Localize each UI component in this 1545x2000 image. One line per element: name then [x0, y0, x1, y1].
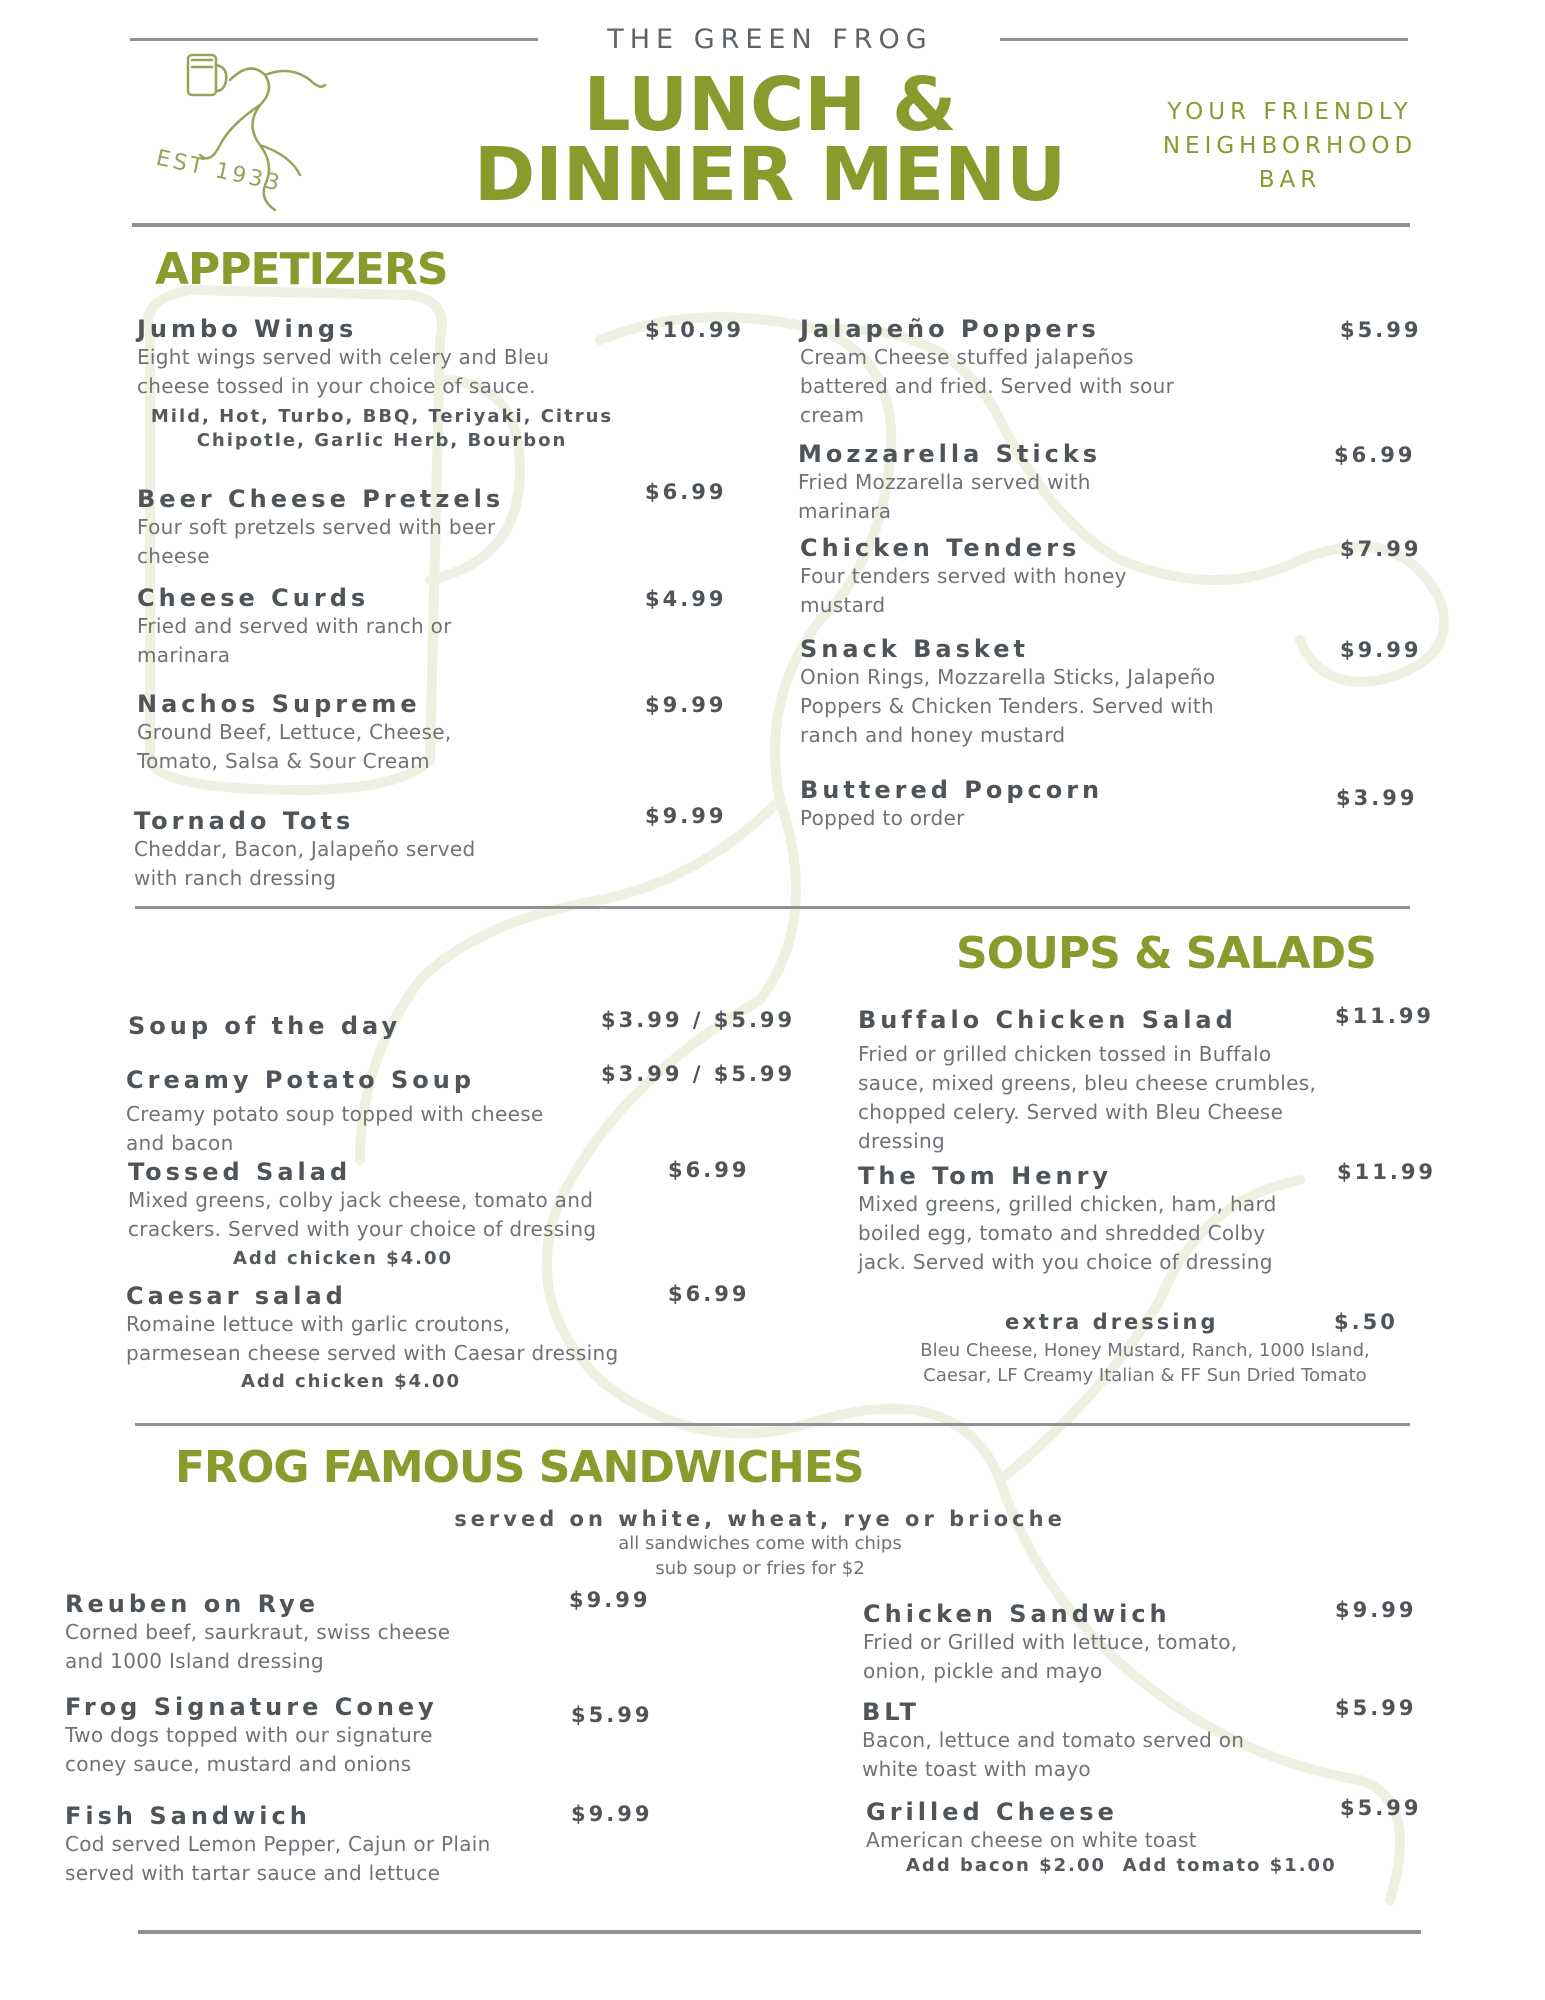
sauce-options: Mild, Hot, Turbo, BBQ, Teriyaki, Citrus Chipotle, Garlic Herb, Bourbon	[150, 406, 614, 451]
item-desc: Corned beef, saurkraut, swiss cheese and 1000 Island dressing	[65, 1620, 451, 1673]
section-title-sandwiches: FROG FAMOUS SANDWICHES	[175, 1442, 864, 1493]
item-desc: Bacon, lettuce and tomato served on white toast with mayo	[862, 1728, 1245, 1781]
item-desc: Cheddar, Bacon, Jalapeño served with ranch dressing	[134, 837, 476, 890]
menu-item	[863, 1600, 1423, 1686]
menu-item	[126, 1282, 806, 1392]
dressing-options: Bleu Cheese, Honey Mustard, Ranch, 1000 Island, Caesar, LF Creamy Italian & FF Sun Dried Tomato	[920, 1340, 1370, 1386]
menu-item	[798, 440, 1418, 526]
item-desc: Four soft pretzels served with beer cheese	[137, 515, 496, 568]
item-desc: Fried and served with ranch or marinara	[137, 614, 452, 667]
item-price: $11.99	[1337, 1160, 1437, 1184]
item-name: Tornado Tots	[134, 807, 355, 835]
appetizers-divider	[135, 906, 1410, 909]
item-name: Caesar salad	[126, 1282, 347, 1310]
menu-item	[800, 315, 1420, 430]
tagline-line: YOUR FRIENDLY	[1167, 99, 1413, 125]
item-desc: Fried Mozzarella served with marinara	[798, 470, 1091, 523]
item-name: Soup of the day	[128, 1012, 402, 1040]
header-divider	[132, 223, 1410, 227]
item-price: $5.99	[1340, 1796, 1422, 1820]
sandwich-info	[380, 1507, 1140, 1581]
item-name: Fish Sandwich	[65, 1802, 311, 1830]
item-name: Cheese Curds	[137, 584, 370, 612]
menu-item	[137, 584, 737, 670]
item-name: The Tom Henry	[858, 1162, 1113, 1190]
item-price: $9.99	[569, 1588, 651, 1612]
menu-item	[137, 690, 737, 776]
menu-item	[858, 1006, 1438, 1156]
item-name: Beer Cheese Pretzels	[137, 485, 505, 513]
item-name: Frog Signature Coney	[65, 1693, 438, 1721]
brand-name: THE GREEN FROG	[607, 24, 933, 55]
menu-item	[65, 1802, 685, 1888]
item-desc: Creamy potato soup topped with cheese and bacon	[126, 1102, 544, 1155]
item-price: $10.99	[645, 318, 745, 342]
bread-options: served on white, wheat, rye or brioche	[454, 1507, 1066, 1531]
item-name: extra dressing	[1005, 1310, 1219, 1334]
item-price: $9.99	[1340, 638, 1422, 662]
menu-item	[65, 1693, 685, 1779]
item-name: Tossed Salad	[128, 1158, 352, 1186]
item-name: Jalapeño Poppers	[800, 315, 1100, 343]
menu-item	[137, 315, 745, 453]
menu-item	[128, 1158, 808, 1269]
item-name: Creamy Potato Soup	[126, 1066, 476, 1094]
est-label: EST 1933	[153, 145, 285, 197]
item-desc: Cream Cheese stuffed jalapeños battered and fried. Served with sour cream	[800, 345, 1175, 427]
header-rule-right	[1000, 38, 1408, 41]
item-name: Snack Basket	[800, 635, 1029, 663]
item-price: $9.99	[645, 804, 727, 828]
item-price: $9.99	[645, 693, 727, 717]
item-desc: Ground Beef, Lettuce, Cheese, Tomato, Salsa & Sour Cream	[137, 720, 452, 773]
item-desc: Popped to order	[800, 806, 965, 830]
item-name: Mozzarella Sticks	[798, 440, 1102, 468]
item-price: $7.99	[1340, 537, 1422, 561]
soups-divider	[135, 1423, 1410, 1426]
menu-item	[65, 1590, 685, 1676]
item-name: Nachos Supreme	[137, 690, 421, 718]
menu-item	[866, 1798, 1426, 1876]
menu-item	[800, 635, 1420, 750]
item-price: $11.99	[1335, 1004, 1435, 1028]
item-price: $3.99	[1336, 786, 1418, 810]
tagline-line: BAR	[1258, 167, 1322, 193]
section-title-soups-salads: SOUPS & SALADS	[956, 928, 1376, 979]
item-desc: American cheese on white toast	[866, 1828, 1197, 1852]
item-price: $5.99	[1335, 1696, 1417, 1720]
item-desc: Fried or Grilled with lettuce, tomato, onion, pickle and mayo	[863, 1630, 1238, 1683]
frog-mug-logo-icon	[150, 45, 340, 220]
menu-item	[858, 1162, 1438, 1277]
add-ons-note: Add bacon $2.00 Add tomato $1.00	[906, 1855, 1337, 1876]
tagline-line: NEIGHBORHOOD	[1162, 133, 1418, 159]
menu-item	[862, 1698, 1422, 1784]
menu-item	[137, 480, 737, 571]
extra-dressing	[900, 1310, 1420, 1388]
item-price: $6.99	[668, 1158, 750, 1182]
tagline	[1140, 95, 1440, 197]
menu-item	[134, 804, 734, 893]
item-desc: Two dogs topped with our signature coney sauce, mustard and onions	[65, 1723, 433, 1776]
item-price: $.50	[1334, 1310, 1398, 1334]
item-desc: Romaine lettuce with garlic croutons, parmesean cheese served with Caesar dressing	[126, 1312, 619, 1365]
menu-item	[126, 1062, 806, 1158]
item-name: Buffalo Chicken Salad	[858, 1006, 1237, 1034]
item-desc: Onion Rings, Mozzarella Sticks, Jalapeño Poppers & Chicken Tenders. Served with ranch and honey mustard	[800, 665, 1216, 747]
item-name: Reuben on Rye	[65, 1590, 319, 1618]
item-desc: Eight wings served with celery and Bleu cheese tossed in your choice of sauce.	[137, 345, 550, 398]
item-name: Chicken Sandwich	[863, 1600, 1171, 1628]
item-price: $3.99 / $5.99	[601, 1008, 796, 1032]
item-price: $5.99	[1340, 318, 1422, 342]
chips-note: all sandwiches come with chips	[618, 1533, 902, 1554]
item-name: Chicken Tenders	[800, 534, 1081, 562]
item-price: $4.99	[645, 587, 727, 611]
item-desc: Mixed greens, colby jack cheese, tomato and crackers. Served with your choice of dressing	[128, 1188, 597, 1241]
item-price: $6.99	[668, 1282, 750, 1306]
sub-note: sub soup or fries for $2	[655, 1558, 865, 1579]
item-price: $6.99	[645, 480, 727, 504]
item-desc: Fried or grilled chicken tossed in Buffalo sauce, mixed greens, bleu cheese crumbles, chopped celery. Served with Bleu Cheese dressing	[858, 1042, 1317, 1153]
add-chicken-note: Add chicken $4.00	[233, 1248, 454, 1269]
item-name: Buttered Popcorn	[800, 776, 1104, 804]
menu-item	[128, 1008, 808, 1040]
section-title-appetizers: APPETIZERS	[155, 244, 448, 295]
item-name: Jumbo Wings	[137, 315, 358, 343]
menu-title-line2: DINNER MENU	[473, 132, 1067, 218]
item-name: BLT	[862, 1698, 920, 1726]
item-name: Grilled Cheese	[866, 1798, 1118, 1826]
menu-title-line1: LUNCH &	[583, 62, 957, 148]
item-price: $6.99	[1334, 443, 1416, 467]
item-desc: Cod served Lemon Pepper, Cajun or Plain served with tartar sauce and lettuce	[65, 1832, 491, 1885]
menu-item	[800, 534, 1420, 620]
item-desc: Mixed greens, grilled chicken, ham, hard boiled egg, tomato and shredded Colby jack. Served with you choice of dressing	[858, 1192, 1277, 1274]
menu-item	[800, 776, 1420, 833]
add-chicken-note: Add chicken $4.00	[241, 1371, 462, 1392]
item-price: $5.99	[571, 1703, 653, 1727]
item-price: $3.99 / $5.99	[601, 1062, 796, 1086]
header-rule-left	[130, 38, 538, 41]
item-desc: Four tenders served with honey mustard	[800, 564, 1127, 617]
item-price: $9.99	[1335, 1598, 1417, 1622]
item-price: $9.99	[571, 1802, 653, 1826]
footer-divider	[138, 1930, 1421, 1934]
